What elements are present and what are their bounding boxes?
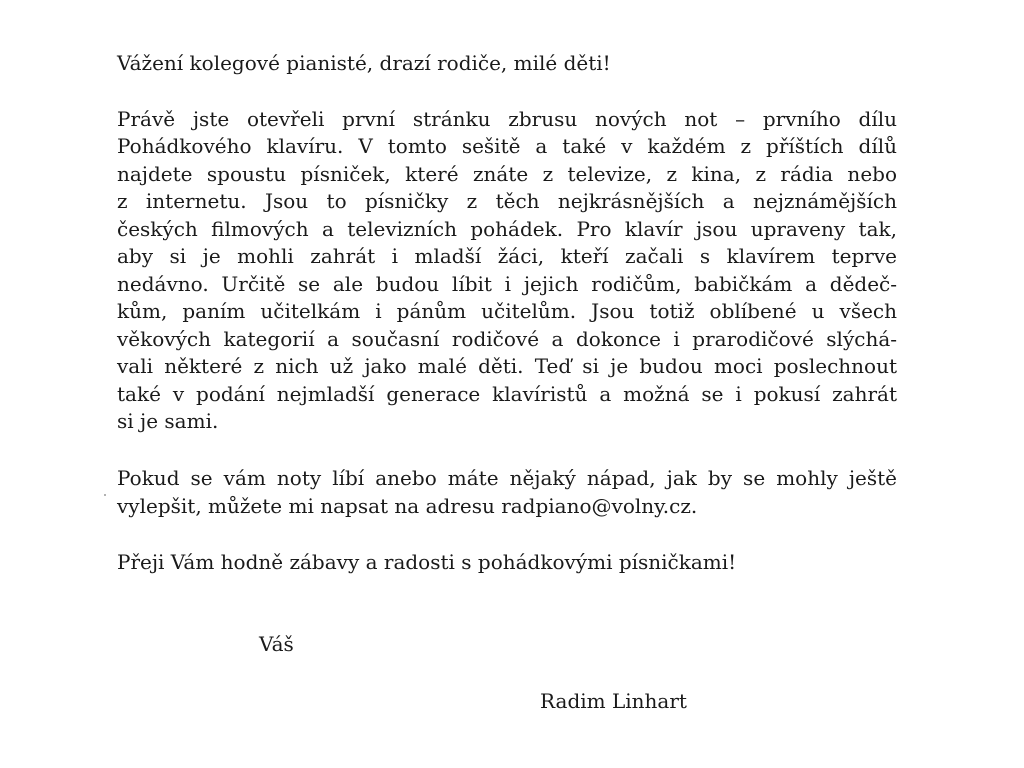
paragraph-1-line-5: českých filmových a televizních pohádek. Pro klavír jsou upraveny tak, [117,217,897,241]
paragraph-1-line-4: z internetu. Jsou to písničky z těch nejkrásnějších a nejznámějších [117,189,897,213]
paragraph-1-line-12: si je sami. [117,409,219,433]
paragraph-1-line-1: Právě jste otevřeli první stránku zbrusu nových not – prvního dílu [117,107,897,131]
paragraph-2-line-1: Pokud se vám noty líbí anebo máte nějaký nápad, jak by se mohly ještě [117,466,897,490]
paragraph-1-line-6: aby si je mohli zahrát i mladší žáci, kteří začali s klavírem teprve [117,244,897,268]
closing: Váš [259,632,294,656]
paragraph-1-line-10: vali některé z nich už jako malé děti. Teď si je budou moci poslechnout [117,354,897,378]
paragraph-2-line-2: vylepšit, můžete mi napsat na adresu radpiano@volny.cz. [117,494,698,518]
scan-speck [104,494,106,496]
paragraph-1-line-3: najdete spoustu písniček, které znáte z televize, z kina, z rádia nebo [117,162,897,186]
greeting: Vážení kolegové pianisté, drazí rodiče, milé děti! [117,51,611,75]
paragraph-3: Přeji Vám hodně zábavy a radosti s pohádkovými písničkami! [117,550,737,574]
signature: Radim Linhart [540,689,687,713]
paragraph-1-line-8: kům, paním učitelkám i pánům učitelům. Jsou totiž oblíbené u všech [117,299,897,323]
paragraph-1-line-9: věkových kategorií a současní rodičové a dokonce i prarodičové slýchá- [117,327,897,351]
paragraph-1-line-2: Pohádkového klavíru. V tomto sešitě a také v každém z příštích dílů [117,134,897,158]
paragraph-1-line-7: nedávno. Určitě se ale budou líbit i jejich rodičům, babičkám a dědeč- [117,272,897,296]
paragraph-1-line-11: také v podání nejmladší generace klavíristů a možná se i pokusí zahrát [117,382,897,406]
